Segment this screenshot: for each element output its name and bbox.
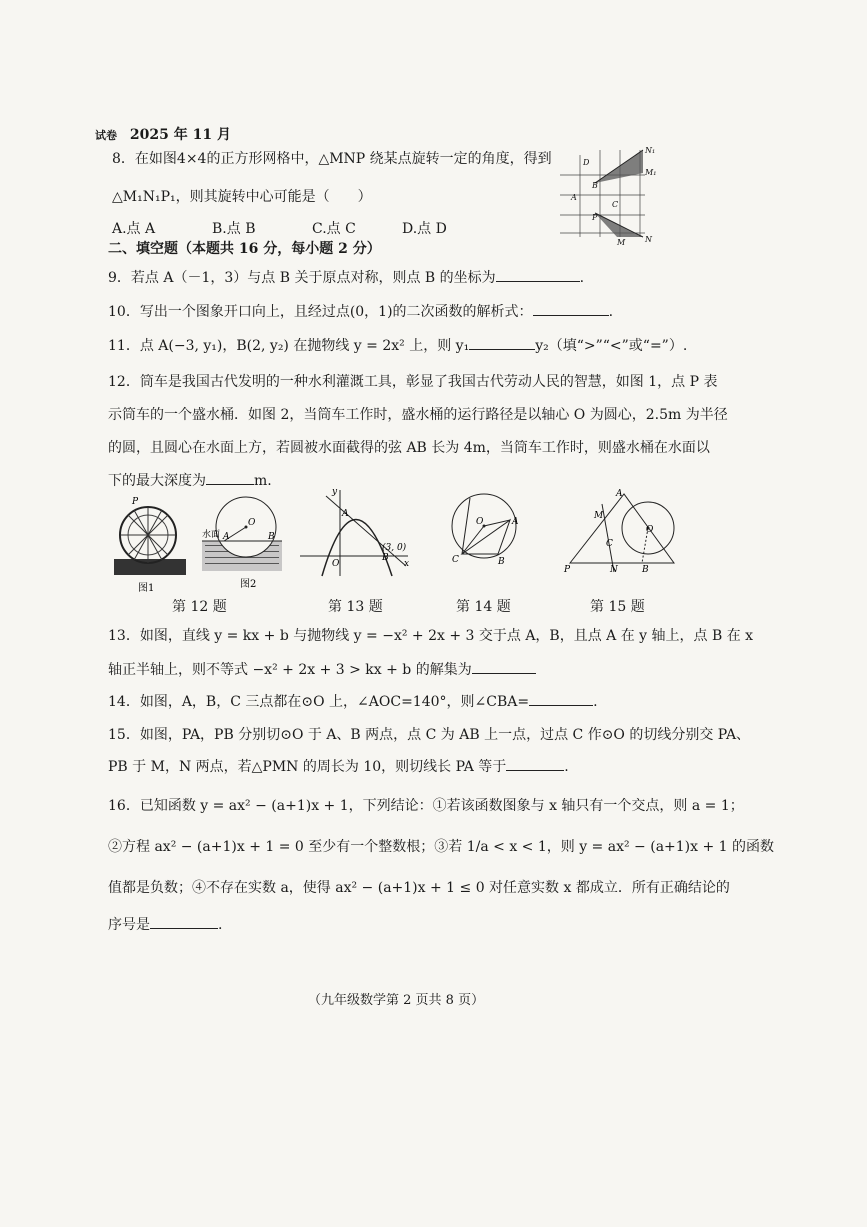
q9 <box>108 267 584 289</box>
q16-line4 <box>108 914 222 936</box>
q13-line1: 13．如图，直线 y = kx + b 与抛物线 y = −x² + 2x + 3 交于点 A，B，且点 A 在 y 轴上，点 B 在 x <box>108 628 754 644</box>
q11 <box>108 335 687 357</box>
q10-text: 10．写出一个图象开口向上，且经过点(0，1)的二次函数的解析式： <box>108 304 533 320</box>
fig15-label-o: O <box>646 525 654 535</box>
fig12-circle-water <box>200 495 286 590</box>
caption-q12: 第 12 题 <box>172 599 227 615</box>
q11-text: 11．点 A(−3, y₁)，B(2, y₂) 在抛物线 y = 2x² 上，则 y₁ <box>108 338 470 354</box>
fig14-label-b: B <box>498 557 505 567</box>
q16-end: . <box>218 917 223 933</box>
q16-line4-text: 序号是 <box>108 917 150 933</box>
q10-end: . <box>608 304 614 320</box>
fig8-label-n: N <box>645 235 652 244</box>
fig13-label-a: A <box>342 509 349 519</box>
fig14-label-o: O <box>476 517 484 527</box>
q12-line3: 的圆，且圆心在水面上方，若圆被水面截得的弦 AB 长为 4m，当筒车工作时，则盛水桶在水面以 <box>108 440 710 456</box>
exam-header <box>95 124 231 147</box>
q14-end: . <box>593 694 598 710</box>
q15-line2 <box>108 756 569 778</box>
fig8-label-d: D <box>583 158 590 167</box>
fig12-label-p: P <box>132 497 139 507</box>
fig14-label-c: C <box>452 555 459 565</box>
q8-option-a: A.点 A <box>112 221 156 237</box>
q13-line2-text: 轴正半轴上，则不等式 −x² + 2x + 3 > kx + b 的解集为 <box>108 662 472 678</box>
fig8-label-n1: N₁ <box>645 146 656 155</box>
fig2-label-b: B <box>268 532 275 542</box>
fig13-label-x: x <box>404 559 410 569</box>
q8-option-b: B.点 B <box>212 221 256 237</box>
fig8-label-p: P <box>592 213 598 222</box>
fig14-label-a: A <box>512 517 519 527</box>
q9-answer-blank[interactable] <box>496 267 580 282</box>
fig15-label-c: C <box>606 539 613 549</box>
q10 <box>108 301 613 323</box>
q8-line1: 8．在如图4×4的正方形网格中，△MNP 绕某点旋转一定的角度，得到 <box>112 151 552 167</box>
section-2-title: 二、填空题（本题共 16 分，每小题 2 分） <box>108 241 381 257</box>
caption-q13: 第 13 题 <box>328 599 383 615</box>
q11-mid: y₂（填“>”“<”或“=”）. <box>535 338 688 354</box>
q13-answer-blank[interactable] <box>472 659 536 674</box>
fig2-label-a: A <box>223 532 230 542</box>
q13-line2 <box>108 659 536 681</box>
q16-line2: ②方程 ax² − (a+1)x + 1 = 0 至少有一个整数根；③若 1/a < x < 1，则 y = ax² − (a+1)x + 1 的函数 <box>108 839 775 855</box>
q8-option-d: D.点 D <box>402 221 447 237</box>
fig8-label-a: A <box>571 193 577 202</box>
fig2-label-o: O <box>248 518 256 528</box>
fig15-label-m: M <box>594 511 604 521</box>
q9-text: 9．若点 A（－1，3）与点 B 关于原点对称，则点 B 的坐标为 <box>108 270 496 286</box>
header-prefix: 试卷 <box>95 129 117 142</box>
fig15-label-p: P <box>564 565 571 575</box>
q15-line1: 15．如图，PA，PB 分别切⊙O 于 A、B 两点，点 C 为 AB 上一点，过点 C 作⊙O 的切线分别交 PA、 <box>108 727 751 743</box>
fig13-parabola <box>300 488 410 578</box>
fig2-water-label: 水面 <box>202 530 221 540</box>
fig12-waterwheel <box>114 497 186 594</box>
fig8-label-b: B <box>592 181 598 190</box>
fig15-label-n: N <box>610 565 618 575</box>
q11-answer-blank[interactable] <box>469 335 535 350</box>
q16-line3: 值都是负数；④不存在实数 a，使得 ax² − (a+1)x + 1 ≤ 0 对任意实数 x 都成立．所有正确结论的 <box>108 880 730 896</box>
q14-text: 14．如图，A，B，C 三点都在⊙O 上，∠AOC=140°，则∠CBA= <box>108 694 530 710</box>
fig13-label-b: B <box>382 553 389 563</box>
q12-line4-text: 下的最大深度为 <box>108 473 206 489</box>
q8-grid-figure <box>555 145 665 247</box>
q15-end: . <box>564 759 569 775</box>
q14-answer-blank[interactable] <box>529 691 593 706</box>
page-footer: （九年级数学第 2 页共 8 页） <box>308 993 485 1008</box>
fig15-tangents <box>562 488 682 580</box>
q12-answer-blank[interactable] <box>206 470 254 485</box>
q14 <box>108 691 598 713</box>
fig8-label-c: C <box>612 200 619 209</box>
fig8-label-m1: M₁ <box>645 168 657 177</box>
fig14-circle <box>446 490 526 570</box>
fig13-label-y: y <box>332 487 338 497</box>
fig13-label-o: O <box>332 559 340 569</box>
fig15-label-a: A <box>616 489 623 499</box>
q12-line2: 示筒车的一个盛水桶．如图 2，当筒车工作时，盛水桶的运行路径是以轴心 O 为圆心，2.5m 为半径 <box>108 407 728 423</box>
caption-q14: 第 14 题 <box>456 599 511 615</box>
q16-line1: 16．已知函数 y = ax² − (a+1)x + 1，下列结论：①若该函数图象与 x 轴只有一个交点，则 a = 1； <box>108 798 744 814</box>
fig1-label: 图1 <box>138 583 155 594</box>
q12-line1: 12．筒车是我国古代发明的一种水利灌溉工具，彰显了我国古代劳动人民的智慧，如图 1，点 P 表 <box>108 374 718 390</box>
q15-line2-text: PB 于 M，N 两点，若△PMN 的周长为 10，则切线长 PA 等于 <box>108 759 507 775</box>
fig13-label-b-point: (3, 0) <box>382 543 407 553</box>
q10-answer-blank[interactable] <box>533 301 609 316</box>
q15-answer-blank[interactable] <box>506 756 564 771</box>
header-date: 2025 年 11 月 <box>129 127 231 143</box>
q12-line4 <box>108 470 272 492</box>
q16-answer-blank[interactable] <box>150 914 218 929</box>
fig2-label: 图2 <box>240 579 257 590</box>
q12-unit: m. <box>254 473 272 489</box>
q8-line2: △M₁N₁P₁，则其旋转中心可能是（ ） <box>112 189 372 205</box>
q9-end: . <box>579 270 585 286</box>
q8-option-c: C.点 C <box>312 221 356 237</box>
fig15-label-b: B <box>642 565 649 575</box>
fig8-label-m: M <box>617 238 626 247</box>
caption-q15: 第 15 题 <box>590 599 645 615</box>
